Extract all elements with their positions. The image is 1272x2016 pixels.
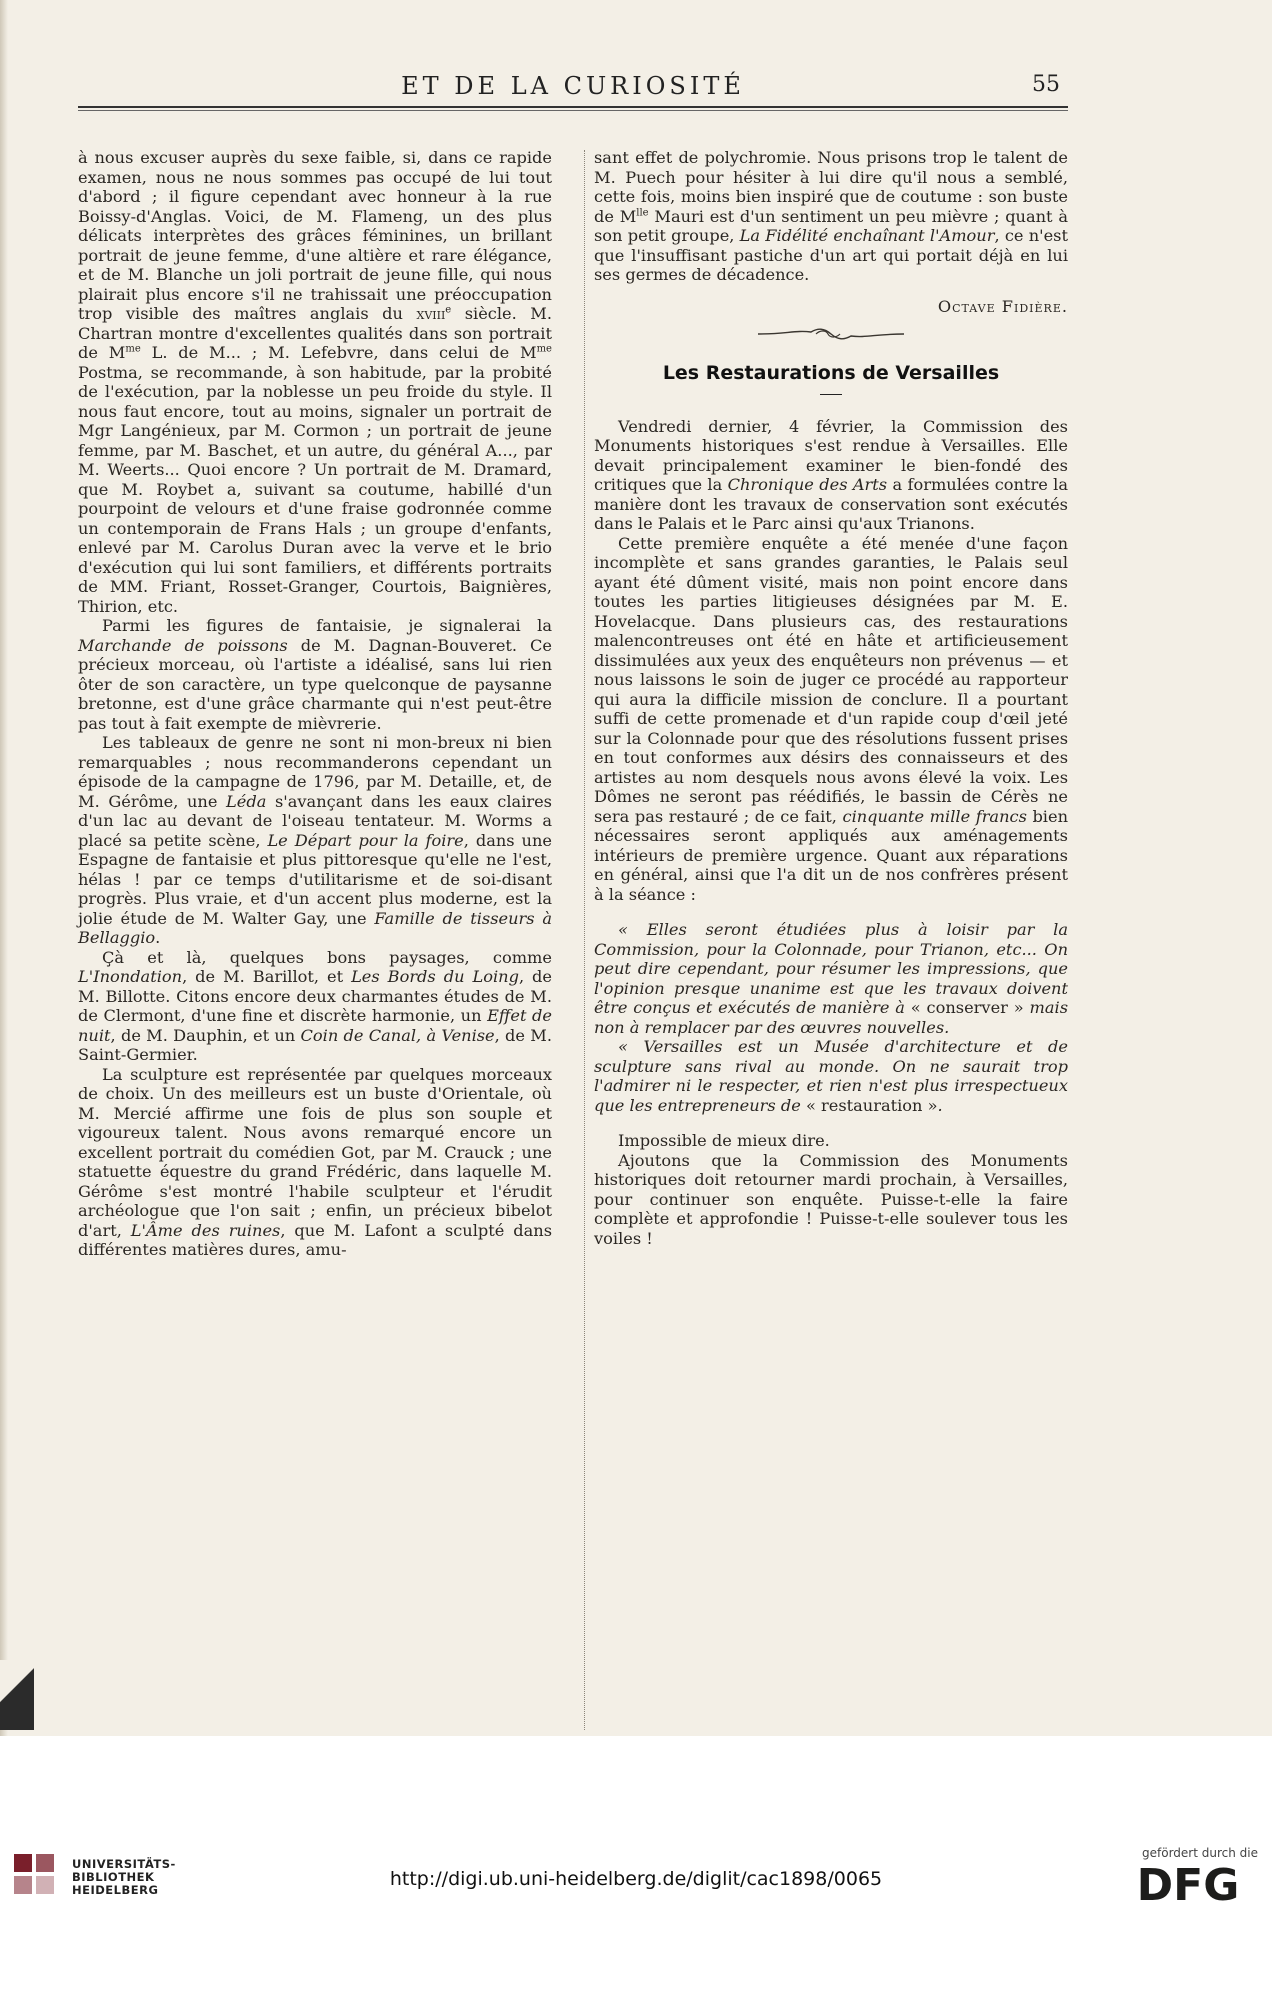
quotation	[594, 920, 1068, 1115]
library-line: HEIDELBERG	[72, 1883, 159, 1897]
ornament-flourish-icon	[756, 326, 906, 342]
paragraph: Ajoutons que la Commission des Monuments historiques doit retourner mardi prochain, à Versailles, pour continuer son enquête. Puisse-t-elle la faire complète et approfondie ! Puisse-t-elle soulever tous les voiles !	[594, 1150, 1068, 1248]
dfg-logo-icon	[1120, 1862, 1256, 1904]
left-column	[78, 148, 552, 1260]
paragraph: Çà et là, quelques bons paysages, comme L'Inondation, de M. Barillot, et Les Bords du Loing, de M. Billotte. Citons encore deux charmantes études de M. de Clermont, d'une fine et discrète harmonie, un Effet de nuit, de M. Dauphin, et un Coin de Canal, à Venise, de M. Saint-Germier.	[78, 947, 553, 1064]
column-divider	[584, 150, 585, 1730]
paragraph: à nous excuser auprès du sexe faible, si, dans ce rapide examen, nous ne nous sommes pas occupé de lui tout d'abord ; il figure cependant avec honneur à la rue Boissy-d'Anglas. Voici, de M. Flameng, un des plus délicats interprètes des grâces féminines, un brillant portrait de jeune femme, d'une altière et rare élégance, et de M. Blanche un joli portrait de jeune fille, qui nous plairait plus encore s'il ne trahissait une préoccupation trop visible des maîtres anglais du xviii$^e$ siècle. M. Chartran montre d'excellentes qualités dans son portrait de $M^{me}$ L. de M... ; M. Lefebvre, dans celui de $M^{me}$ Postma, se recommande, à son habitude, par la probité de l'exécution, par la noblesse un peu froide du style. Il nous faut encore, tout au moins, signaler un portrait de Mgr Langénieux, par M. Cormon ; un portrait de jeune femme, par M. Baschet, et un autre, du général A..., par M. Weerts... Quoi encore ? Un portrait de M. Dramard, que M. Roybet a, suivant sa coutume, habillé d'un pourpoint de velours et d'une fraise godronnée comme un contemporain de Frans Hals ; un groupe d'enfants, enlevé par M. Carolus Duran avec la verve et le brio d'exécution qui lui sont familiers, et différents portraits de MM. Friant, Rosset-Granger, Courtois, Baignières, Thirion, etc.	[78, 148, 553, 616]
library-line: UNIVERSITÄTS-	[72, 1857, 176, 1871]
article-title: Les Restaurations de Versailles	[662, 362, 1000, 384]
title-dash	[820, 394, 842, 395]
right-column	[594, 148, 1068, 1248]
running-title: ET DE LA CURIOSITÉ	[401, 72, 745, 100]
page-edge-shadow	[0, 0, 8, 1740]
header-rule-thin	[78, 110, 1068, 111]
funding-caption: gefördert durch die	[1142, 1846, 1258, 1860]
paragraph: Impossible de mieux dire.	[618, 1131, 830, 1150]
paragraph: Parmi les figures de fantaisie, je signalerai la Marchande de poissons de M. Dagnan-Bouveret. Ce précieux morceau, où l'artiste a idéalisé, sans lui rien ôter de son caractère, un type quelconque de paysanne bretonne, est d'une grâce charmante qui n'est peut-être pas tout à fait exempte de mièvrerie.	[78, 616, 552, 733]
library-line: BIBLIOTHEK	[72, 1870, 155, 1884]
page-corner-shadow	[0, 1660, 34, 1730]
paragraph: La sculpture est représentée par quelques morceaux de choix. Un des meilleurs est un buste d'Orientale, où M. Mercié affirme une fois de plus son souple et vigoureux talent. Nous avons remarqué encore un excellent portrait du comédien Got, par M. Crauck ; une statuette équestre du grand Frédéric, dans laquelle M. Gérôme s'est montré l'habile sculpteur et l'érudit archéologue que l'on sait ; enfin, un précieux bibelot d'art, L'Âme des ruines, que M. Lafont a sculpté dans différentes matières dures, amu-	[78, 1064, 553, 1259]
page-number: 55	[1032, 72, 1060, 97]
dfg-logo-text: DFG	[1136, 1862, 1240, 1904]
paragraph: Vendredi dernier, 4 février, la Commission des Monuments historiques s'est rendue à Versailles. Elle devait principalement examiner le bien-fondé des critiques que la Chronique des Arts a formulées contre la manière dont les travaux de conservation sont exécutés dans le Palais et le Parc ainsi qu'aux Trianons.	[594, 416, 1068, 533]
quote-paragraph: « Elles seront étudiées plus à loisir par la Commission, pour la Colonnade, pour Trianon, etc... On peut dire cependant, pour résumer les impressions, que l'opinion presque unanime est que les travaux doivent être conçus et exécutés de manière à « conserver » mais non à remplacer par des œuvres nouvelles.	[594, 920, 1068, 1037]
quote-paragraph: « Versailles est un Musée d'architecture et de sculpture sans rival au monde. On ne saurait trop l'admirer ni le respecter, et rien n'est plus irrespectueux que les entrepreneurs de « restauration ».	[594, 1037, 1068, 1115]
source-url[interactable]: http://digi.ub.uni-heidelberg.de/diglit/cac1898/0065	[389, 1868, 883, 1890]
paragraph: Les tableaux de genre ne sont ni mon-breux ni bien remarquables ; nous recommanderons cependant un épisode de la campagne de 1796, par M. Detaille, et, de M. Gérôme, une Léda s'avançant dans les eaux claires d'un lac au devant de l'oiseau tentateur. M. Worms a placé sa petite scène, Le Départ pour la foire, dans une Espagne de fantaisie et plus pittoresque qu'elle ne l'est, hélas ! par ce temps d'utilitarisme et de soi-disant progrès. Plus vraie, et d'un accent plus moderne, est la jolie étude de M. Walter Gay, une Famille de tisseurs à Bellaggio.	[78, 733, 552, 947]
paragraph: Cette première enquête a été menée d'une façon incomplète et sans grandes garanties, le Palais seul ayant été dûment visité, mais non point encore dans toutes les parties litigieuses désignées par M. E. Hovelacque. Dans plusieurs cas, des restaurations malencontreuses ont été en hâte et artificieusement dissimulées aux yeux des enquêteurs non prévenus — et nous laissons le soin de juger ce procédé au rapporteur qui aura la difficile mission de conclure. Il a pourtant suffi de cette promenade et d'un rapide coup d'œil jeté sur la Colonnade pour que des résolutions fussent prises en tout conformes aux désirs des connaisseurs et des artistes au nom desquels nous avons élevé la voix. Les Dômes ne seront pas réédifiés, le bassin de Cérès ne sera pas restauré ; de ce fait, cinquante mille francs bien nécessaires seront appliqués aux aménagements intérieurs de première urgence. Quant aux réparations en général, ainsi que l'a dit un de nos confrères présent à la séance :	[594, 533, 1068, 904]
paragraph: sant effet de polychromie. Nous prisons trop le talent de M. Puech pour hésiter à lui dire qu'il nous a semblé, cette fois, moins bien inspiré que de coutume : son buste de $M^{lle}$ Mauri est d'un sentiment un peu mièvre ; quant à son petit groupe, La Fidélité enchaînant l'Amour, ce n'est que l'insuffisant pastiche d'un art qui portait déjà en lui ses germes de décadence.	[594, 148, 1068, 284]
header-rule	[78, 106, 1068, 108]
author-signature: Octave Fidière.	[937, 296, 1068, 316]
